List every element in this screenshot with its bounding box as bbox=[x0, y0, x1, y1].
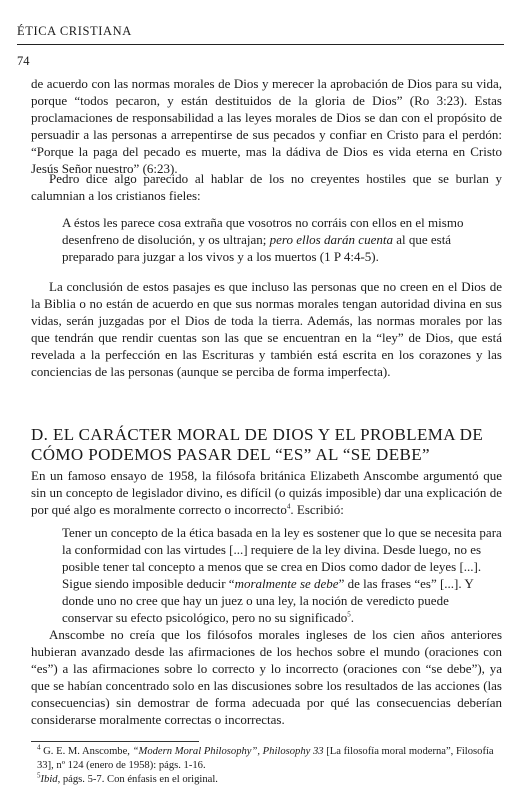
paragraph-conclusion: La conclusión de estos pasajes es que incluso las personas que no creen en el Dios de la Biblia o no están de acuerdo en que sus normas morales tengan autoridad divina en sus vidas, serán juzgadas por el Dios de toda la tierra. Además, las normas morales por las que tendrán que rendir cuentas son las que se encuentran en la “ley” de Dios, que está revelada a la perfección en las Escrituras y también está escrita en los corazones y las conciencias de las personas (aunque se perciba de forma imperfecta). bbox=[31, 279, 502, 379]
paragraph-anscombe-critique: Anscombe no creía que los filósofos morales ingleses de los cien años anteriores hubieran avanzado desde las afirmaciones de los hechos sobre el mundo (oraciones con “es”) a las afirmaciones sobre lo correcto y lo incorrecto (oraciones con “se debe”), ya que se habían concentrado solo en las discusiones sobre los resultados de las acciones (las consecuencias) sin demostrar de forma adecuada por qué las consecuencias deberían considerarse moralmente correctas o incorrectas. bbox=[31, 627, 502, 727]
footnotes bbox=[31, 745, 502, 787]
paragraph-block bbox=[31, 627, 502, 728]
paragraph-intro-peter: Pedro dice algo parecido al hablar de los no creyentes hostiles que se burlan y calumnian a los cristianos fieles: bbox=[31, 171, 502, 203]
paragraph-block bbox=[31, 279, 502, 380]
quote-emphasis: pero ellos darán cuenta bbox=[269, 231, 393, 247]
paragraph-block bbox=[31, 468, 502, 519]
header-rule bbox=[17, 44, 504, 45]
paragraph-continuation: de acuerdo con las normas morales de Dios y merecer la aprobación de Dios para su vida, porque “todos pecaron, y están destituidos de la gloria de Dios” (Ro 3:23). Estas proclamaciones de responsabilidad a las leyes morales de Dios se dan con el propósito de persuadir a las personas a arrepentirse de sus pecados y confiar en Cristo para el perdón: “Porque la paga del pecado es muerte, mas la dádiva de Dios es vida eterna en Cristo Jesús Señor nuestro” (6:23). bbox=[31, 76, 502, 176]
page-number: 74 bbox=[17, 54, 30, 68]
footnote-5: $^5$Ibid, págs. 5-7. Con énfasis en el original. bbox=[37, 771, 218, 785]
footnote-rule bbox=[31, 741, 199, 742]
paragraph-block bbox=[31, 171, 502, 205]
paragraph-anscombe-intro: En un famoso ensayo de 1958, la filósofa británica Elizabeth Anscombe argumentó que sin un concepto de legislador divino, es difícil (o quizás imposible) dar una explicación de por qué algo es moralmente correcto o incorrecto$^4$. Escribió: bbox=[31, 468, 502, 517]
section-heading-line: D. EL CARÁCTER MORAL DE DIOS Y EL PROBLEMA DE bbox=[31, 425, 484, 444]
footnote-ref[interactable]: 5 bbox=[347, 610, 351, 619]
block-quote bbox=[62, 215, 502, 266]
footnote-ref[interactable]: 4 bbox=[286, 502, 291, 511]
block-quote-text: Tener un concepto de la ética basada en la ley es sostener que lo que se necesita para la conformidad con las virtudes [...] requiere de la ley divina. Desde luego, no es posible tener tal concepto a menos que se crea en Dios como dador de leyes [...]. Sigue siendo imposible deducir “moralmente se debe” de las frases “es” [...]. Y donde uno no cree que hay un juez o una ley, la noción de veredicto puede conservar su efecto psicológico, pero no su significado$^5$. bbox=[62, 525, 502, 625]
footnote-4: $^4$ G. E. M. Anscombe, “Modern Moral Philosophy”, Philosophy 33 [La filosofía moral moderna”, Filosofía 33], nº 124 (enero de 1958): págs. 1-16. bbox=[37, 743, 494, 771]
running-head: ÉTICA CRISTIANA bbox=[17, 24, 132, 38]
quote-emphasis: moralmente se debe bbox=[234, 575, 339, 591]
section-heading bbox=[31, 425, 506, 465]
block-quote bbox=[62, 525, 502, 626]
block-quote-text: A éstos les parece cosa extraña que vosotros no corráis con ellos en el mismo desenfreno de disolución, y os ultrajan; pero ellos darán cuenta al que está preparado para juzgar a los vivos y a los muertos (1 P 4:4-5). bbox=[62, 215, 464, 264]
paragraph-block bbox=[31, 76, 502, 177]
section-heading-line: CÓMO PODEMOS PASAR DEL “ES” AL “SE DEBE” bbox=[31, 445, 430, 464]
